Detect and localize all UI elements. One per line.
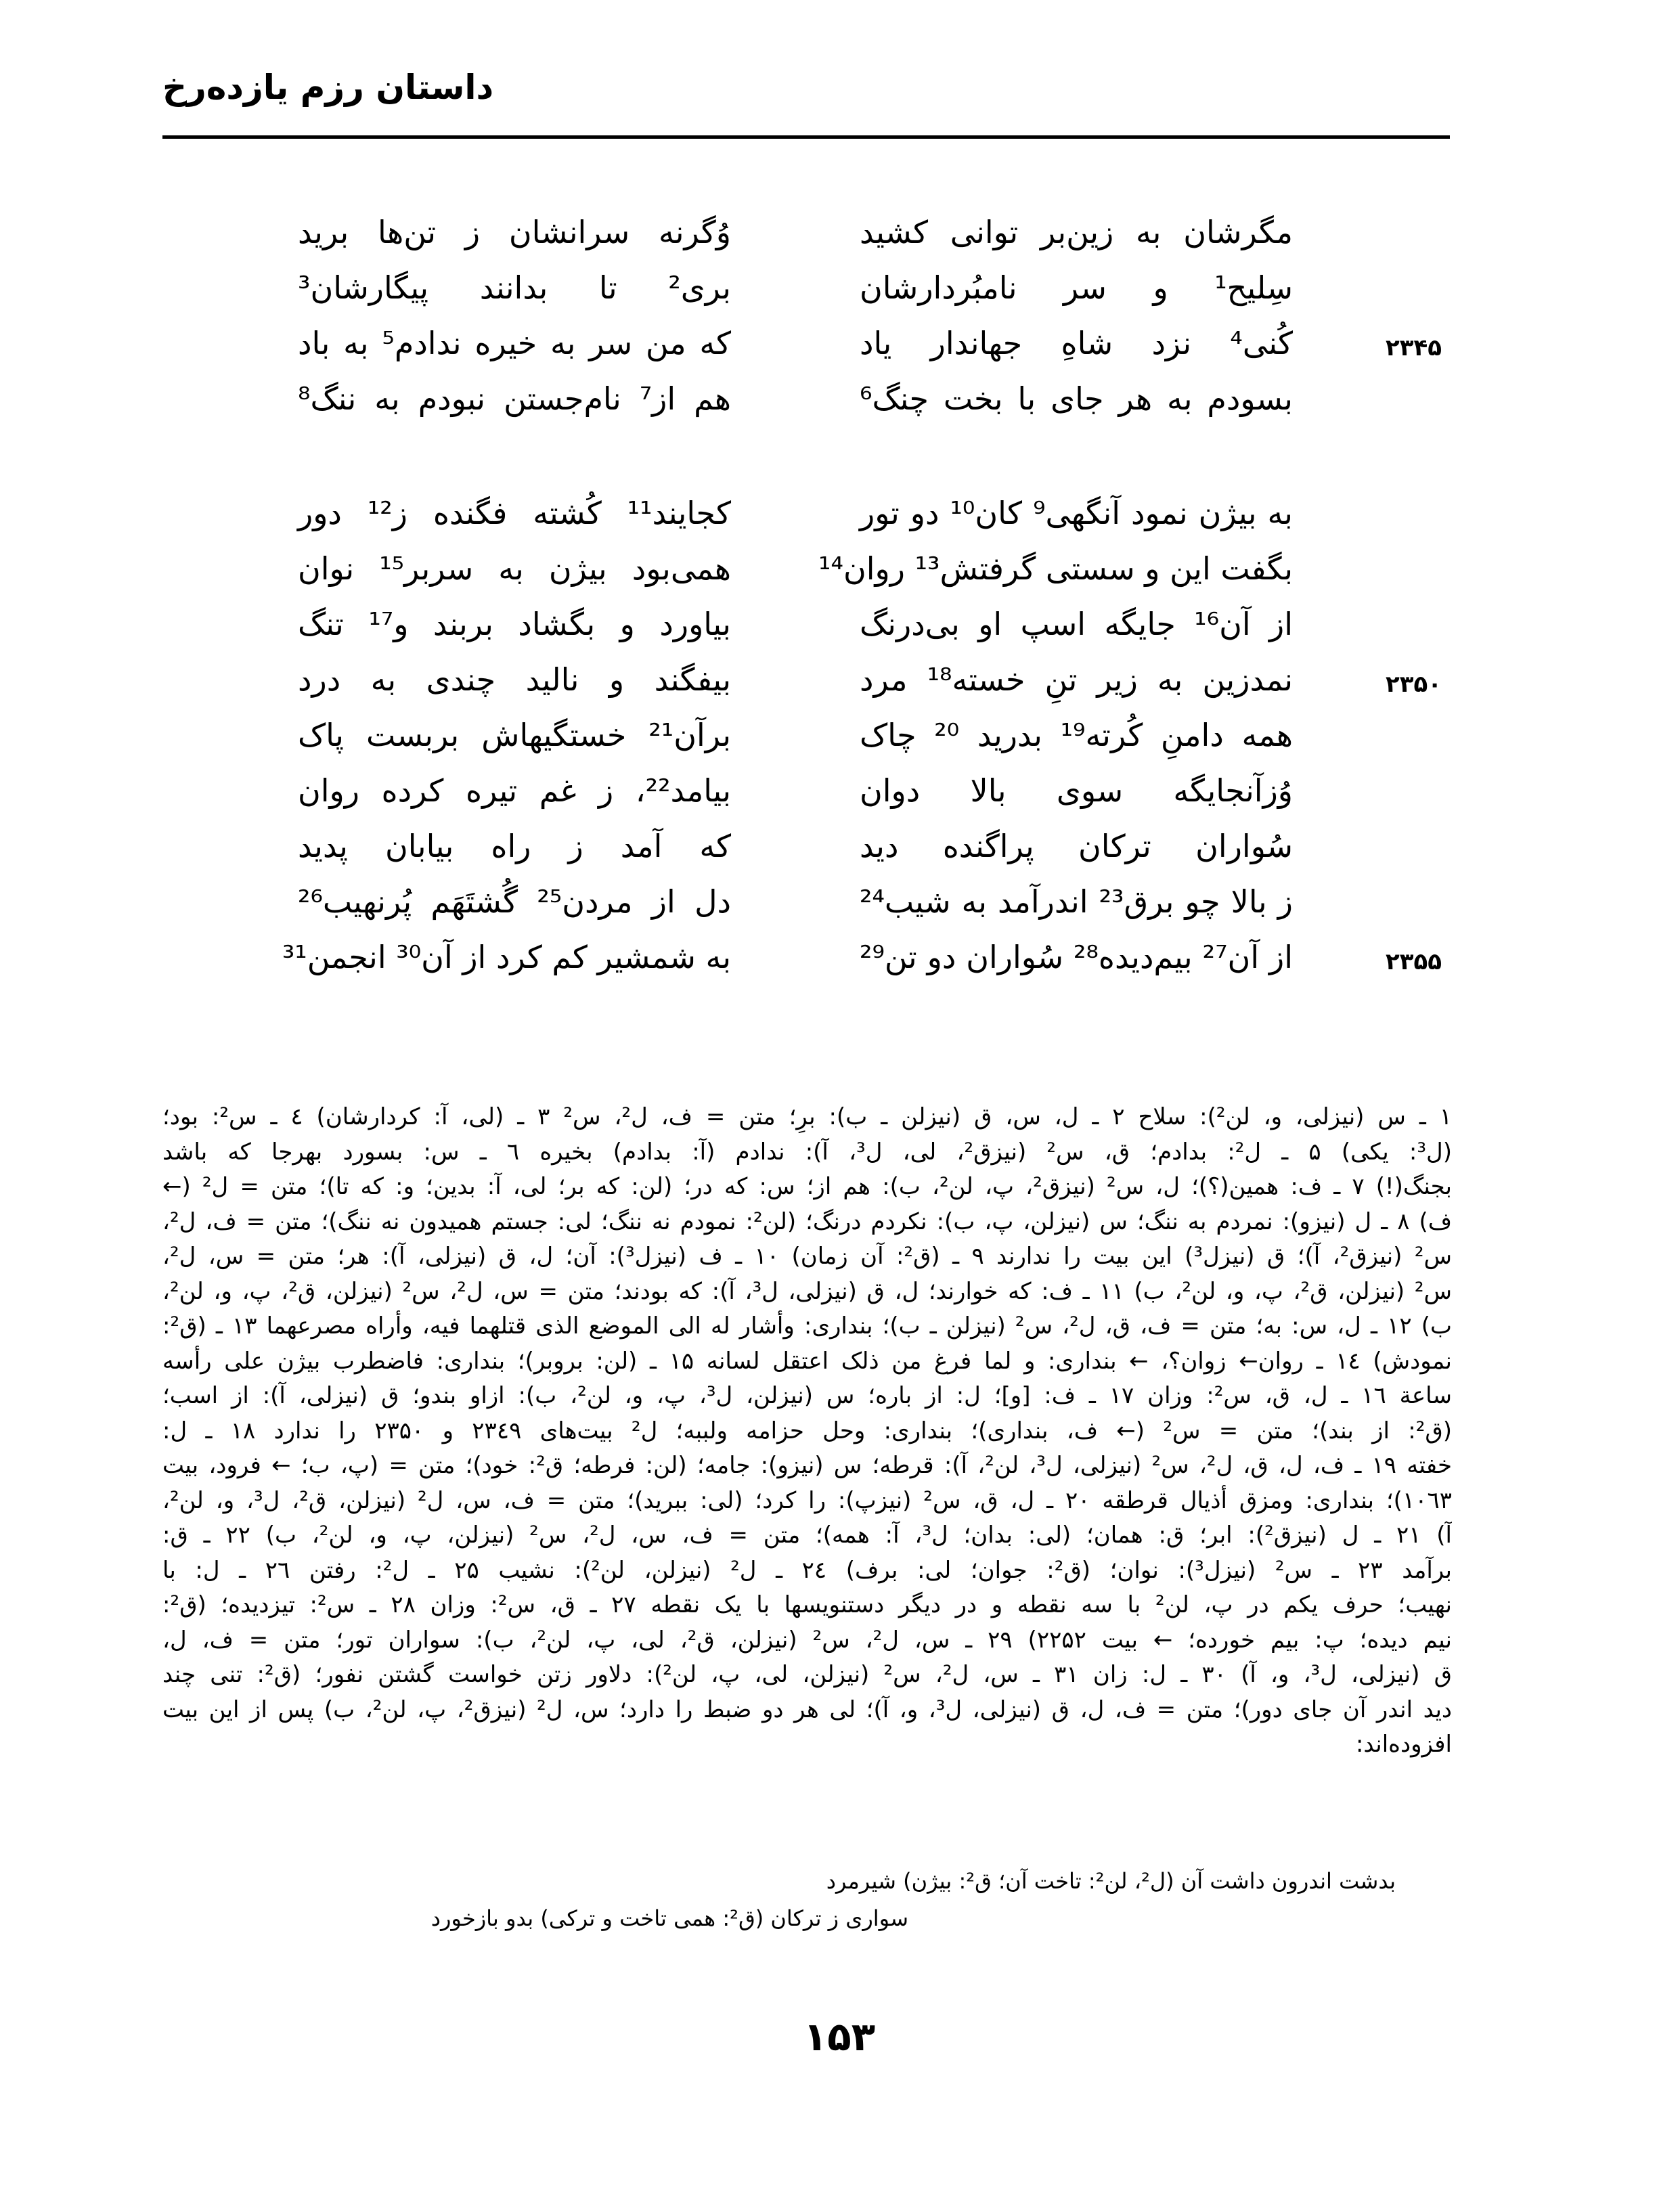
footnote-line: (ل³: یکی) ۵ ـ ل²: بدادم؛ ق، س² (نیزق²، لی، ل³، آ): ندادم (آ: بدادم) بخیره ٦ ـ س: بسورد بهرجا که باشد — [162, 1138, 1452, 1166]
hemistich-left: برآن²¹ خستگیهاش بربست پاک — [298, 717, 731, 753]
footnotes — [162, 1100, 1452, 1763]
added-verse-line-2: سواری ز ترکان (ق²: همی تاخت و ترکی) بدو بازخورد — [430, 1905, 908, 1931]
hemistich-right: سِلیح¹ و سر نامبُردارشان — [860, 269, 1293, 306]
footnote-line: ۱ ـ س (نیزلی، و، لن²): سلاح ۲ ـ ل، س، ق (نیزلن ـ ب): برِ؛ متن = ف، ل²، س² ۳ ـ (لی، آ: کردارشان) ٤ ـ س²: بود؛ — [162, 1103, 1452, 1130]
hemistich-right: همه دامنِ کُرته¹⁹ بدرید ²⁰ چاک — [860, 717, 1293, 753]
footnote-line: ق (نیزلی، ل³، و، آ) ۳۰ ـ ل: زان ۳۱ ـ س، ل²، س² (نیزلن، لی، پ، لن²): دلاور زتن خواست گشتن نفور؛ (ق²: تنی چند — [162, 1661, 1452, 1688]
footnote-line: س² (نیزلن، ق²، پ، و، لن²، ب) ۱۱ ـ ف: که خوارند؛ ل، ق (نیزلی، ل³، آ): که بودند؛ متن = س، ل²، س² (نیزلن، ق²، پ، و، لن²، — [162, 1277, 1452, 1305]
footnote-line: ف) ۸ ـ ل (نیزو): نمردم به ننگ؛ س (نیزلن، پ، ب): نکردم درنگ؛ (لن²: نمودم نه ننگ؛ لی: جستم همیدون نه ننگ)؛ متن = ف، ل²، — [162, 1208, 1452, 1235]
verse-line — [0, 259, 1680, 317]
footnote-line: افزوده‌اند: — [1355, 1731, 1452, 1758]
footnote-line: ب) ۱۲ ـ ل، س: به؛ متن = ف، ق، ل²، س² (نیزلن ـ ب)؛ بنداری: وأشار له الی الموضع الذی قتلهما فیه، وأراه مصرعهما ۱۳ ـ (ق²: — [162, 1312, 1452, 1340]
verse-line — [0, 817, 1680, 875]
hemistich-right: ز بالا چو برق²³ اندرآمد به شیب²⁴ — [860, 883, 1293, 920]
verse-line — [0, 370, 1680, 428]
hemistich-left: بری² تا بدانند پیگارشان³ — [298, 269, 731, 306]
hemistich-left: وُگرنه سرانشان ز تن‌ها برید — [298, 214, 731, 250]
hemistich-left: همی‌بود بیژن به سربر¹⁵ نوان — [298, 550, 732, 587]
footnote-line: س² (نیزق²، آ)؛ ق (نیزل³) این بیت را ندارند ۹ ـ (ق²: آن زمان) ۱۰ ـ ف (نیزل³): آن؛ ل، ق (نیزلی، آ): هر؛ متن = س، ل²، — [162, 1243, 1452, 1270]
running-head: داستان رزم یازده‌رخ — [162, 68, 494, 107]
verse-number: ۲۳۵۰ — [1385, 671, 1442, 698]
verse-line — [0, 314, 1680, 372]
page-number: ۱۵۳ — [803, 2014, 876, 2060]
added-verse-line-1: بدشت اندرون داشت آن (ل²، لن²: تاخت آن؛ ق²: بیژن) شیرمرد — [826, 1868, 1396, 1894]
verse-line — [0, 872, 1680, 931]
hemistich-right: کُنی⁴ نزد شاهِ جهاندار یاد — [860, 325, 1293, 361]
footnote-line: دید اندر آن جای دور)؛ متن = ف، ل، ق (نیزلی، ل³، و، آ)؛ لی هر دو ضبط را دارد؛ س، ل² (نیزق²، پ، لن²، ب) پس از این بیت — [162, 1696, 1452, 1723]
footnote-line: برآمد ۲۳ ـ س² (نیزل³): نوان؛ (ق²: جوان؛ لی: برف) ۲٤ ـ ل² (نیزلن، لن²): نشیب ۲۵ ـ ل²: رفتن ۲٦ ـ ل: با — [162, 1556, 1452, 1584]
hemistich-left: که من سر به خیره ندادم⁵ به باد — [298, 325, 731, 361]
footnote-line: (ق²: از بند)؛ متن = س² (← ف، بنداری)؛ بنداری: وحل حزامه ولببه؛ ل² بیت‌های ۲۳٤۹ و ۲۳۵۰ را ندارد ۱۸ ـ ل: — [162, 1417, 1452, 1444]
hemistich-right: سُواران ترکان پراگنده دید — [860, 828, 1293, 864]
verse-line — [0, 761, 1680, 820]
hemistich-right: از آن²⁷ بیم‌دیده²⁸ سُواران دو تن²⁹ — [860, 939, 1293, 975]
hemistich-left: به شمشیر کم کرد از آن³⁰ انجمن³¹ — [282, 939, 731, 975]
verse-line — [0, 706, 1680, 764]
footnote-line: نمودش) ۱٤ ـ روان← زوان؟، ← بنداری: و لما فرغ من ذلک اعتقل لسانه ۱۵ ـ (لن: بروبر)؛ بنداری: فاضطرب بیژن علی رأسه — [162, 1347, 1452, 1375]
verse-line — [0, 484, 1680, 542]
hemistich-left: هم از⁷ نام‌جستن نبودم به ننگ⁸ — [298, 380, 732, 417]
verse-line — [0, 203, 1680, 261]
hemistich-left: بیفگند و نالید چندی به درد — [298, 661, 731, 698]
hemistich-right: بگفت این و سستی گرفتش¹³ روان¹⁴ — [818, 550, 1293, 587]
hemistich-right: از آن¹⁶ جایگه اسپ او بی‌درنگ — [860, 606, 1294, 642]
verse-number: ۲۳۴۵ — [1385, 334, 1442, 361]
footnote-line: آ) ۲۱ ـ ل (نیزق²): ابر؛ ق: همان؛ (لی: بدان؛ ل³، آ: همه)؛ متن = ف، س، ل²، س² (نیزلن، پ، و، لن²، ب) ۲۲ ـ ق: — [162, 1522, 1452, 1549]
hemistich-left: که آمد ز راه بیابان پدید — [298, 828, 731, 864]
footnote-line: نیم دیده؛ پ: بیم خورده؛ ← بیت ۲۲۵۲) ۲۹ ـ س، ل²، س² (نیزلن، ق²، لی، پ، لن²، ب): سواران تور؛ متن = ف، ل، — [162, 1626, 1452, 1654]
footnote-line: خفته ۱۹ ـ ف، ل، ق، ل²، س² (نیزلی، ل³، لن²، آ): قرطه؛ س (نیزو): جامه؛ (لن: فرطه؛ ق²: خود)؛ متن = (پ، ب؛ ← فرود، بیت — [162, 1452, 1452, 1479]
footnote-line: بجنگ(!) ۷ ـ ف: همین(؟)؛ ل، س² (نیزق²، پ، لن²، ب): هم از؛ س: که در؛ (لن: که بر؛ لی، آ: بدین؛ و: که تا)؛ متن = ل² (← — [162, 1173, 1452, 1200]
hemistich-right: نمدزین به زیر تنِ خسته¹⁸ مرد — [860, 661, 1293, 698]
footnote-line: ساعة ۱٦ ـ ل، ق، س²: وزان ۱۷ ـ ف: [و]؛ ل: از باره؛ س (نیزلن، ل³، پ، و، لن²، ب): ازاو بندو؛ ق (نیزلی، آ): از اسب؛ — [162, 1382, 1452, 1409]
verse-line — [0, 595, 1680, 653]
hemistich-left: کجایند¹¹ کُشته فگنده ز¹² دور — [298, 495, 731, 531]
hemistich-left: بیامد²²، ز غم تیره کرده روان — [298, 772, 731, 809]
hemistich-left: بیاورد و بگشاد بربند و¹⁷ تنگ — [298, 606, 731, 642]
hemistich-right: مگرشان به زین‌بر توانی کشید — [860, 214, 1293, 250]
footnote-line: نهیب؛ حرف یکم در پ، لن² با سه نقطه و در دیگر دستنویسها با یک نقطه ۲۷ ـ ق، س²: وزان ۲۸ ـ س²: تیزدیده؛ (ق²: — [162, 1591, 1452, 1618]
hemistich-right: وُزآنجایگه سوی بالا دوان — [860, 772, 1293, 809]
verse-number: ۲۳۵۵ — [1385, 948, 1442, 975]
verse-line — [0, 650, 1680, 709]
header-rule — [162, 135, 1450, 139]
hemistich-left: دل از مردن²⁵ گُشتَهَم پُرنهیب²⁶ — [298, 883, 731, 920]
hemistich-right: بسودم به هر جای با بخت چنگ⁶ — [860, 380, 1293, 417]
verse-line — [0, 539, 1680, 598]
footnote-line: ۱۰٦۳)؛ بنداری: ومزق أذیال قرطقه ۲۰ ـ ل، ق، س² (نیزپ): را کرد؛ (لی: ببرید)؛ متن = ف، س، ل² (نیزلن، ق²، ل³، و، لن²، — [162, 1486, 1452, 1514]
hemistich-right: به بیژن نمود آنگهی⁹ کان¹⁰ دو تور — [860, 495, 1293, 531]
verse-line — [0, 928, 1680, 986]
